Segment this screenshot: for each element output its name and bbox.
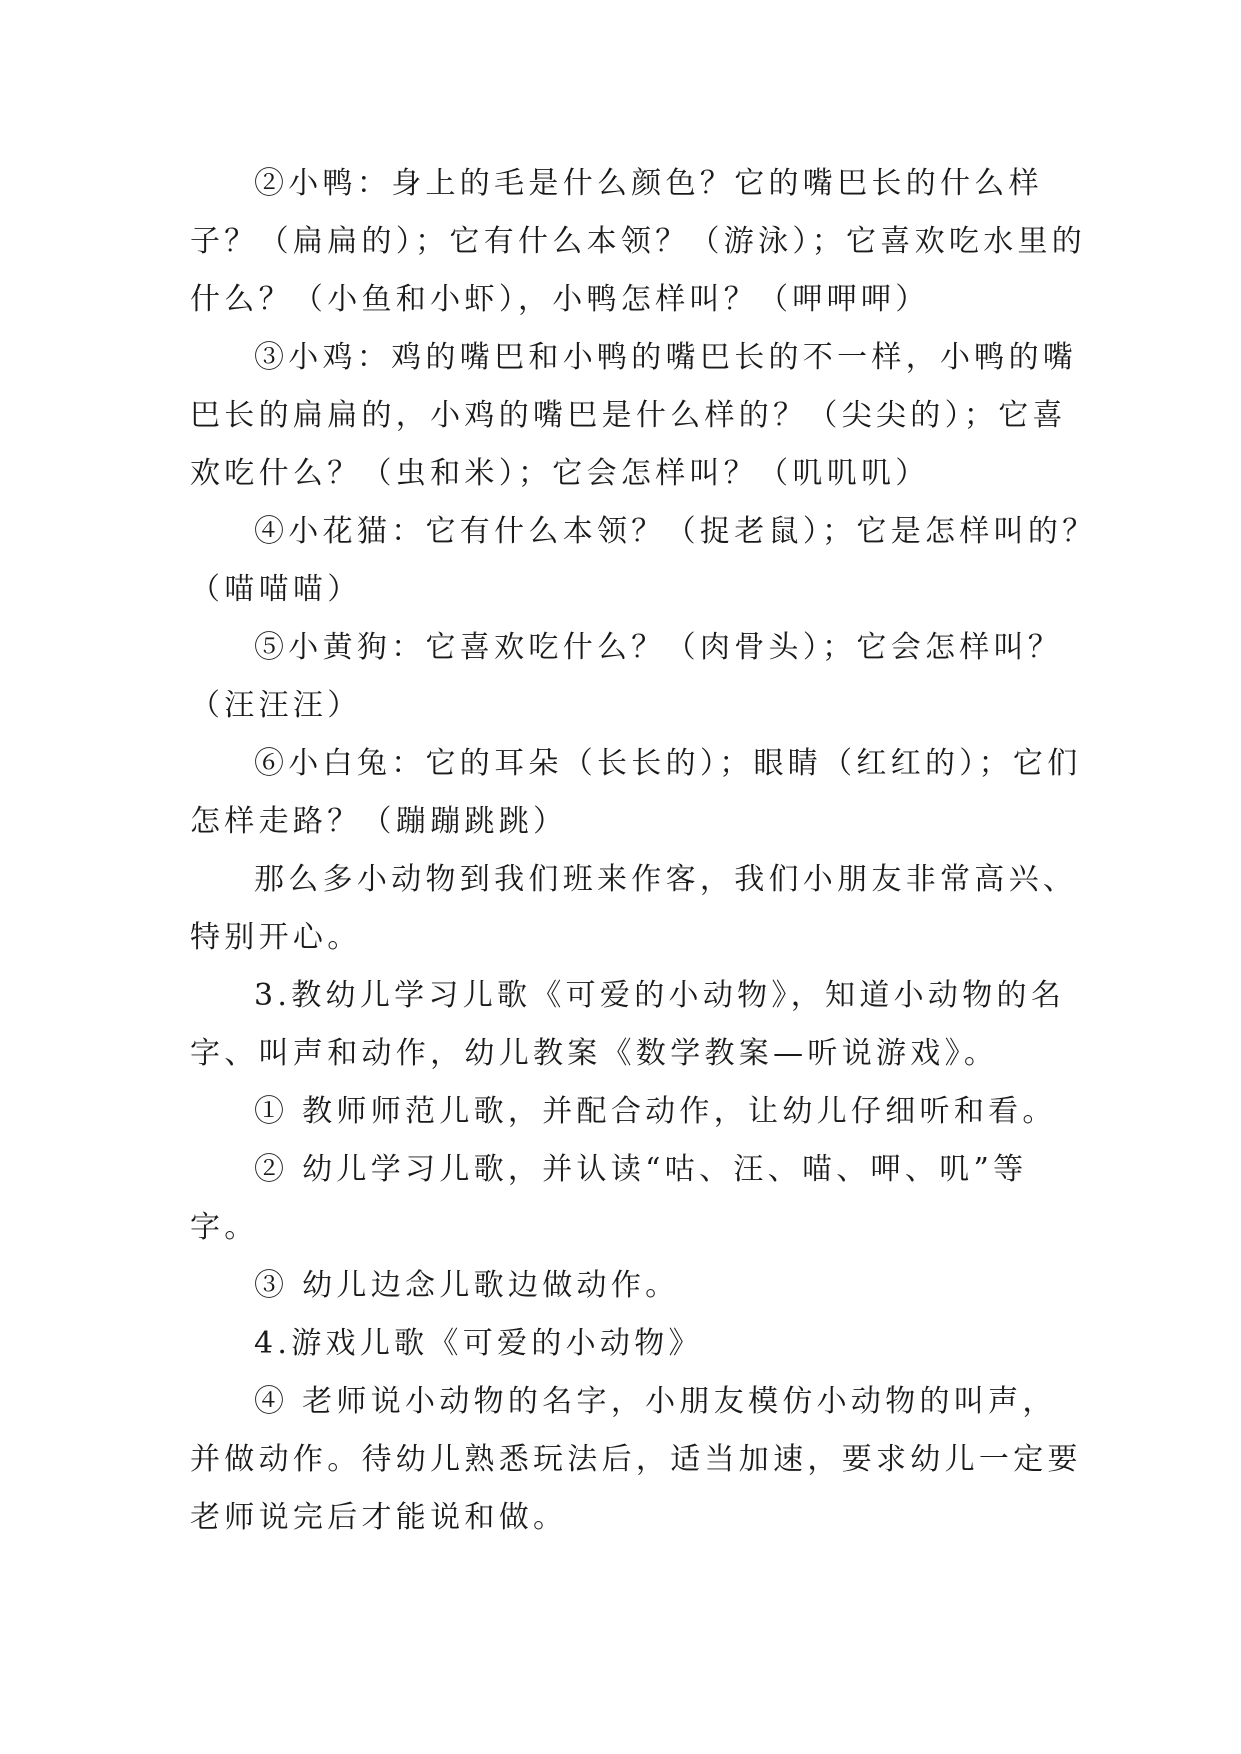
text-line: ④ 老师说小动物的名字，小朋友模仿小动物的叫声，: [254, 1384, 1057, 1419]
paragraph-step-3-3: [190, 1257, 1055, 1315]
paragraph-dog: [190, 619, 1063, 735]
text-line: 什么？（小鱼和小虾），小鸭怎样叫？（呷呷呷）: [190, 282, 930, 317]
text-line: 巴长的扁扁的，小鸡的嘴巴是什么样的？（尖尖的）；它喜: [190, 398, 1067, 433]
text-line: ⑤小黄狗：它喜欢吃什么？（肉骨头）；它会怎样叫？: [254, 630, 1063, 665]
paragraph-duck: [190, 155, 1087, 329]
text-line: 欢吃什么？（虫和米）；它会怎样叫？（叽叽叽）: [190, 456, 930, 491]
text-line: 子？（扁扁的）；它有什么本领？（游泳）；它喜欢吃水里的: [190, 224, 1087, 259]
paragraph-chick: [190, 329, 1078, 503]
document-body: [190, 155, 1097, 1547]
paragraph-summary: [190, 851, 1078, 967]
text-line: 并做动作。待幼儿熟悉玩法后，适当加速，要求幼儿一定要: [190, 1442, 1082, 1477]
text-line: 怎样走路？（蹦蹦跳跳）: [190, 804, 568, 839]
paragraph-cat: [190, 503, 1097, 619]
paragraph-step-3: [190, 967, 1066, 1083]
paragraph-step-3-1: [190, 1083, 1055, 1141]
text-line: 字、叫声和动作，幼儿教案《数学教案—听说游戏》。: [190, 1036, 999, 1071]
text-line: ② 幼儿学习儿歌，并认读“咕、汪、喵、呷、叽”等: [254, 1152, 1028, 1187]
text-line: 老师说完后才能说和做。: [190, 1500, 568, 1535]
paragraph-step-4: [190, 1315, 1055, 1373]
text-line: 4.游戏儿歌《可爱的小动物》: [254, 1326, 703, 1361]
text-line: ③小鸡：鸡的嘴巴和小鸭的嘴巴长的不一样，小鸭的嘴: [254, 340, 1078, 375]
text-line: ②小鸭：身上的毛是什么颜色？它的嘴巴长的什么样: [254, 166, 1043, 201]
paragraph-rabbit: [190, 735, 1082, 851]
paragraph-step-4-1: [190, 1373, 1082, 1547]
text-line: 那么多小动物到我们班来作客，我们小朋友非常高兴、: [254, 862, 1078, 897]
text-line: ④小花猫：它有什么本领？（捉老鼠）；它是怎样叫的？: [254, 514, 1097, 549]
text-line: 3.教幼儿学习儿歌《可爱的小动物》，知道小动物的名: [254, 978, 1066, 1013]
text-line: ③ 幼儿边念儿歌边做动作。: [254, 1268, 680, 1303]
text-line: ⑥小白兔：它的耳朵（长长的）；眼睛（红红的）；它们: [254, 746, 1082, 781]
text-line: （喵喵喵）: [190, 572, 362, 607]
text-line: 特别开心。: [190, 920, 362, 955]
text-line: ① 教师师范儿歌，并配合动作，让幼儿仔细听和看。: [254, 1094, 1057, 1129]
paragraph-step-3-2: [190, 1141, 1055, 1257]
text-line: （汪汪汪）: [190, 688, 362, 723]
text-line: 字。: [190, 1210, 259, 1245]
